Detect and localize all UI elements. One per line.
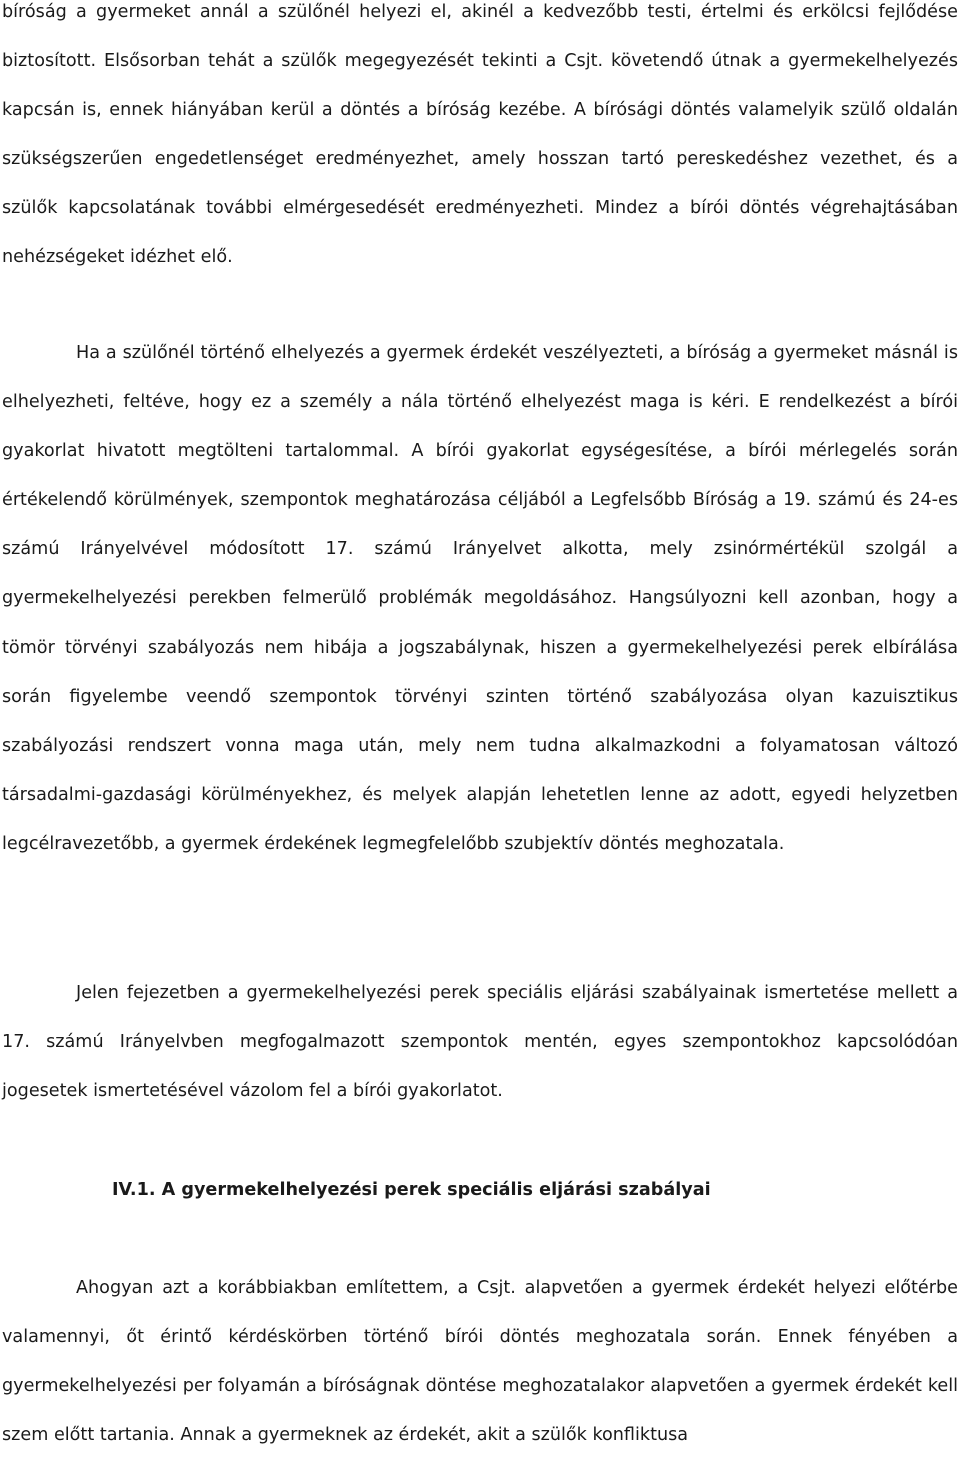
- paragraph-2: Ha a szülőnél történő elhelyezés a gyermek érdekét veszélyezteti, a bíróság a gyermeket másnál is elhelyezheti, feltéve, hogy ez a személy a nála történő elhelyezést maga is kéri. E rendelkezést a bírói gyakorlat hivatott megtölteni tartalommal. A bírói gyakorlat egységesítése, a bírói mérlegelés során értékelendő körülmények, szempontok meghatározása céljából a Legfelsőbb Bíróság a 19. számú és 24-es számú Irányelvével módosított 17. számú Irányelvet alkotta, mely zsinórmértékül szolgál a gyermekelhelyezési perekben felmerülő problémák megoldásához. Hangsúlyozni kell azonban, hogy a tömör törvényi szabályozás nem hibája a jogszabálynak, hiszen a gyermekelhelyezési perek elbírálása során figyelembe veendő szempontok törvényi szinten történő szabályozása olyan kazuisztikus szabályozási rendszert vonna maga után, mely nem tudna alkalmazkodni a folyamatosan változó társadalmi-gazdasági körülményekhez, és melyek alapján lehetetlen lenne az adott, egyedi helyzetben legcélravezetőbb, a gyermek érdekének legmegfelelőbb szubjektív döntés meghozatala.: [2, 343, 958, 854]
- section-heading: IV.1. A gyermekelhelyezési perek speciális eljárási szabályai: [112, 1180, 711, 1200]
- paragraph-3: Jelen fejezetben a gyermekelhelyezési perek speciális eljárási szabályainak ismertetése mellett a 17. számú Irányelvben megfogalmazott szempontok mentén, egyes szempontokhoz kapcsolódóan jogesetek ismertetésével vázolom fel a bírói gyakorlatot.: [2, 983, 958, 1102]
- paragraph-4: Ahogyan azt a korábbiakban említettem, a Csjt. alapvetően a gyermek érdekét helyezi előtérbe valamennyi, őt érintő kérdéskörben történő bírói döntés meghozatala során. Ennek fényében a gyermekelhelyezési per folyamán a bíróságnak döntése meghozatalakor alapvetően a gyermek érdekét kell szem előtt tartania. Annak a gyermeknek az érdekét, akit a szülők konfliktusa: [2, 1278, 958, 1446]
- paragraph-1: bíróság a gyermeket annál a szülőnél helyezi el, akinél a kedvezőbb testi, értelmi és erkölcsi fejlődése biztosított. Elsősorban tehát a szülők megegyezését tekinti a Csjt. követendő útnak a gyermekelhelyezés kapcsán is, ennek hiányában kerül a döntés a bíróság kezébe. A bírósági döntés valamelyik szülő oldalán szükségszerűen engedetlenséget eredményezhet, amely hosszan tartó pereskedéshez vezethet, és a szülők kapcsolatának további elmérgesedését eredményezheti. Mindez a bírói döntés végrehajtásában nehézségeket idézhet elő.: [2, 2, 958, 268]
